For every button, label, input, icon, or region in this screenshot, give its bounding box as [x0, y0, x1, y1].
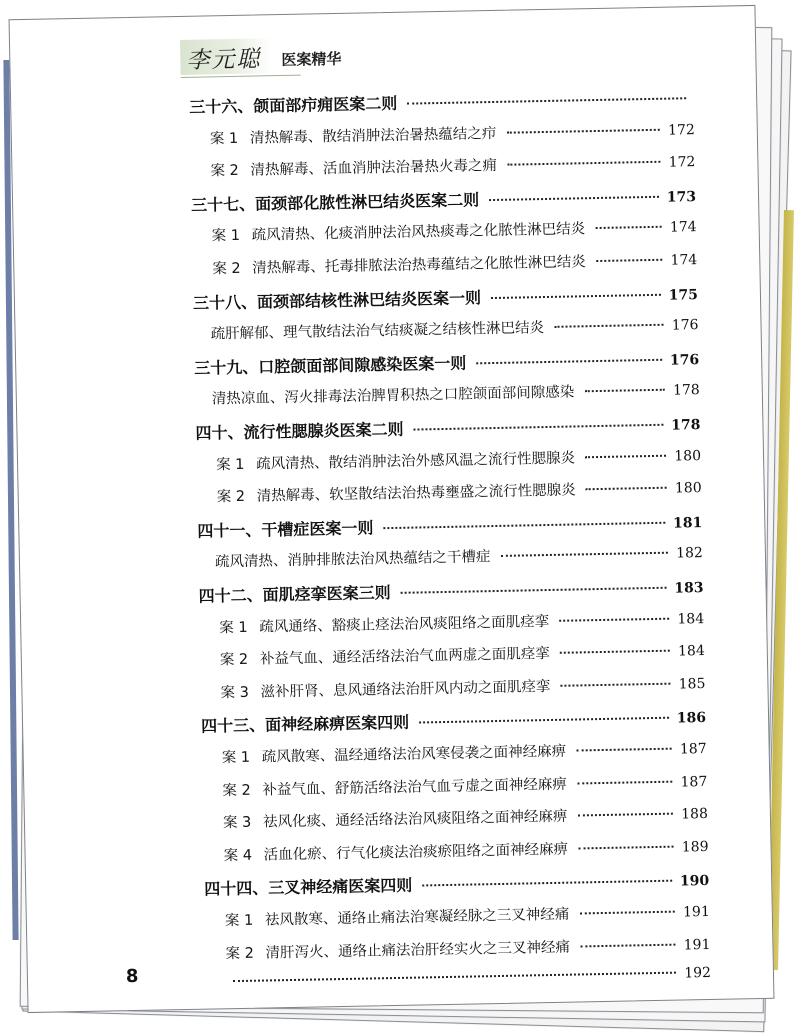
page-ref: 172: [667, 121, 695, 139]
page-ref: 176: [671, 317, 699, 334]
dot-leader: [401, 587, 667, 594]
page-ref: 175: [668, 286, 699, 304]
case-number: 案 3: [222, 814, 252, 832]
toc-case-entry: [220, 639, 705, 669]
toc-case-entry: [223, 802, 708, 832]
dot-leader: [585, 454, 666, 458]
section-title: 三十七、面颈部化脓性淋巴结炎医案二则: [190, 190, 480, 215]
page-ref: 178: [672, 382, 700, 399]
toc-section-entry: [193, 281, 698, 314]
case-title: 清热凉血、泻火排毒法治脾胃积热之口腔颌面部间隙感染: [211, 384, 575, 408]
page-ref: 178: [671, 417, 701, 434]
page-ref: 186: [676, 710, 707, 727]
case-title: 清肝泻火、通络止痛法治肝经实火之三叉神经痛: [265, 939, 571, 962]
case-number: 案 2: [216, 488, 246, 506]
case-title: 滋补肝肾、息风通络法治肝风内动之面肌痉挛: [260, 678, 551, 701]
dot-leader: [577, 813, 673, 817]
toc-case-entry: [223, 965, 711, 990]
section-title: 四十一、干槽症医案一则: [197, 518, 374, 541]
toc-case-entry: [216, 444, 701, 474]
toc-section-entry: [194, 346, 699, 379]
dot-leader: [560, 682, 670, 686]
toc-case-entry: [212, 248, 697, 278]
toc-case-entry: [225, 933, 710, 963]
dot-leader: [491, 293, 661, 298]
case-title: 清热解毒、活血消肿法治暑热火毒之痈: [250, 158, 498, 179]
toc-case-entry: [212, 215, 697, 245]
toc-section-entry: [189, 85, 694, 118]
dot-leader: [559, 617, 669, 621]
case-title: 疏风散寒、温经通络法治风寒侵袭之面神经麻痹: [261, 743, 567, 766]
case-title: 疏风清热、散结消肿法治外感风温之流行性腮腺炎: [255, 450, 576, 473]
case-title: 疏风清热、消肿排脓法治风热蕴结之干槽症: [214, 549, 491, 571]
toc-section-entry: [204, 867, 709, 900]
dot-leader: [383, 522, 665, 529]
toc-case-entry: [210, 150, 695, 180]
section-title: 四十四、三叉神经痛医案四则: [204, 876, 413, 900]
case-number: 案 1: [209, 130, 239, 148]
toc-case-entry: [225, 900, 710, 930]
book-page: [9, 5, 775, 1013]
case-title: 清热解毒、托毒排脓法治热毒蕴结之化脓性淋巴结炎: [252, 254, 586, 277]
dot-leader: [407, 97, 686, 104]
dot-leader: [506, 128, 660, 133]
table-of-contents: [10, 6, 774, 1012]
toc-case-entry: [210, 313, 698, 343]
dot-leader: [489, 196, 659, 201]
case-title: 补益气血、舒筋活络法治气血亏虚之面神经麻痹: [262, 776, 567, 799]
page-ref: 192: [684, 965, 712, 982]
section-title: 四十二、面肌痉挛医案三则: [198, 583, 391, 606]
author-logo: 李元聪: [180, 38, 272, 75]
dot-leader: [560, 650, 670, 654]
dot-leader: [554, 324, 664, 328]
dot-leader: [580, 943, 676, 947]
page-ref: 180: [674, 480, 702, 497]
dot-leader: [413, 424, 663, 431]
page-ref: 173: [666, 188, 697, 206]
toc-case-entry: [219, 607, 704, 637]
section-title: 四十三、面神经麻痹医案四则: [200, 713, 410, 737]
page-ref: 189: [681, 838, 709, 856]
case-number: 案 2: [222, 782, 251, 799]
toc-case-entry: [223, 835, 708, 865]
case-title: 活血化瘀、行气化痰法治痰瘀阻络之面神经麻痹: [263, 841, 569, 864]
section-title: 三十八、面颈部结核性淋巴结炎医案一则: [192, 287, 482, 313]
page-ref: 183: [674, 580, 704, 597]
dot-leader: [419, 717, 669, 724]
case-number: 案 2: [219, 651, 249, 669]
page-ref: 185: [678, 675, 706, 693]
case-title: 疏风通络、豁痰止痉法治风痰阻络之面肌痉挛: [259, 613, 550, 636]
case-number: 案 1: [221, 749, 251, 767]
page-ref: 184: [677, 643, 705, 660]
case-number: 案 2: [225, 945, 255, 962]
dot-leader: [507, 161, 661, 166]
case-title: 疏风清热、化痰消肿法治风热痰毒之化脓性淋巴结炎: [251, 221, 586, 245]
case-title: 祛风散寒、通络止痛法治寒凝经脉之三叉神经痛: [264, 906, 570, 929]
case-number: 案 2: [210, 163, 239, 180]
dot-leader: [576, 748, 672, 752]
page-number: 8: [125, 965, 139, 988]
section-title: 三十六、颌面部疖痈医案二则: [189, 93, 398, 117]
page-ref: 174: [669, 219, 697, 236]
toc-case-entry: [222, 737, 707, 767]
toc-case-entry: [215, 541, 703, 571]
series-name: 医案精华: [281, 49, 342, 70]
page-ref: 184: [677, 610, 705, 628]
page-ref: 187: [679, 740, 707, 758]
dot-leader: [586, 487, 667, 491]
case-number: 案 3: [220, 684, 249, 702]
page-ref: 190: [679, 873, 710, 890]
case-title: 清热解毒、散结消肿法治暑热蕴结之疖: [249, 125, 497, 147]
case-number: 案 1: [219, 619, 248, 636]
dot-leader: [422, 880, 672, 887]
case-title: 疏肝解郁、理气散结法治气结痰凝之结核性淋巴结炎: [210, 320, 545, 343]
toc-section-entry: [191, 183, 696, 216]
dot-leader: [595, 226, 662, 229]
section-title: 四十、流行性腮腺炎医案二则: [195, 419, 404, 443]
case-title: 补益气血、通经活络法治气血两虚之面肌痉挛: [259, 646, 550, 668]
toc-case-entry: [220, 672, 705, 702]
dot-leader: [233, 972, 676, 983]
toc-section-entry: [195, 411, 700, 444]
case-title: 祛风化痰、通经活络法治风痰阻络之面神经麻痹: [262, 808, 568, 831]
dot-leader: [584, 389, 665, 393]
case-title: 清热解毒、软坚散结法治热毒壅盛之流行性腮腺炎: [256, 482, 576, 505]
page-ref: 172: [668, 154, 696, 171]
toc-section-entry: [198, 574, 703, 607]
page-ref: 174: [670, 252, 698, 269]
page-ref: 188: [681, 806, 709, 823]
toc-section-entry: [201, 704, 706, 737]
dot-leader: [578, 845, 674, 849]
toc-case-entry: [212, 378, 700, 408]
toc-case-entry: [222, 770, 707, 800]
case-number: 案 1: [224, 912, 254, 930]
page-ref: 180: [674, 447, 702, 465]
dot-leader: [579, 911, 675, 915]
section-title: 三十九、口腔颌面部间隙感染医案一则: [194, 353, 467, 378]
dot-leader: [596, 259, 663, 262]
page-ref: 182: [676, 545, 704, 562]
case-number: 案 4: [223, 847, 253, 865]
dot-leader: [577, 780, 673, 784]
toc-case-entry: [210, 118, 695, 148]
page-ref: 191: [682, 903, 710, 921]
case-number: 案 1: [211, 228, 241, 245]
dot-leader: [500, 552, 668, 557]
case-number: 案 2: [212, 260, 241, 278]
page-ref: 187: [680, 773, 708, 791]
toc-section-entry: [197, 509, 702, 542]
page-ref: 181: [672, 514, 703, 532]
case-number: 案 1: [215, 456, 245, 473]
page-ref: 191: [683, 936, 711, 954]
toc-case-entry: [217, 476, 702, 506]
dot-leader: [476, 359, 662, 365]
page-ref: 176: [669, 351, 700, 369]
